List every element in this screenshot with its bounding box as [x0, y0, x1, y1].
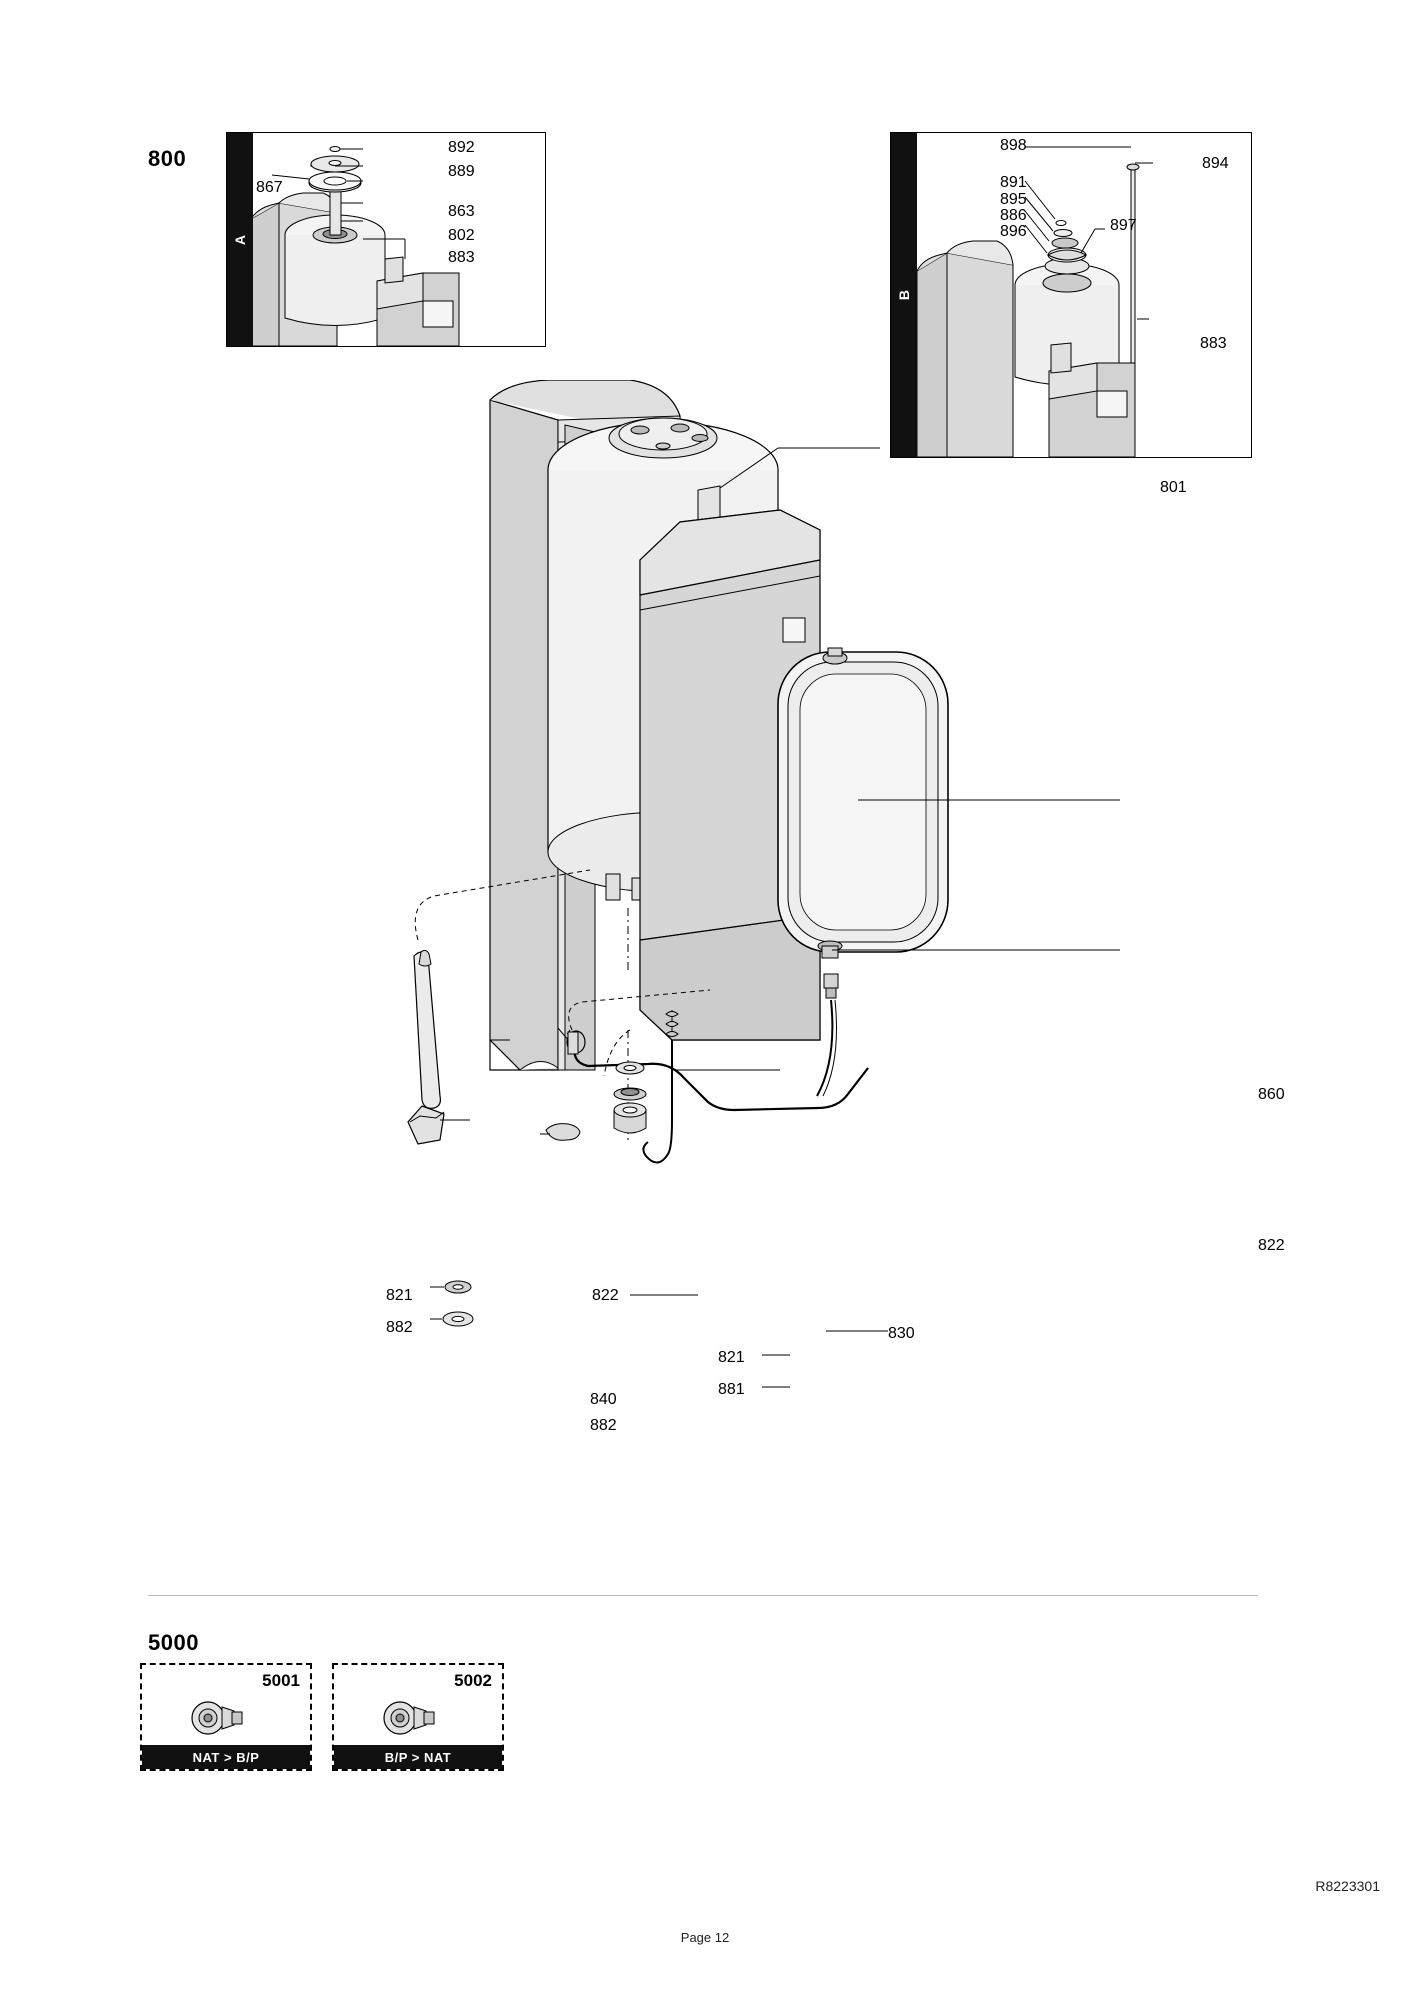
callout-891: 891 [1000, 174, 1027, 191]
gas-orifice-icon [180, 1693, 250, 1743]
inset-a-artwork [227, 133, 545, 346]
inset-a-tab [227, 133, 253, 346]
callout-882-bottom: 882 [590, 1417, 617, 1434]
callout-889: 889 [448, 163, 475, 180]
callout-840: 840 [590, 1391, 617, 1408]
callout-882-left: 882 [386, 1319, 413, 1336]
callout-883-a: 883 [448, 249, 475, 266]
detail-inset-a [226, 132, 546, 347]
inset-b-tab-label: B [896, 289, 912, 301]
callout-863: 863 [448, 203, 475, 220]
document-code: R8223301 [1315, 1878, 1380, 1894]
section-divider [148, 1595, 1258, 1596]
callout-822-mid: 822 [592, 1287, 619, 1304]
washer-parts-left [430, 1275, 510, 1345]
gas-orifice-icon-2 [372, 1693, 442, 1743]
callout-860: 860 [1258, 1086, 1285, 1103]
kit-box-5001 [140, 1663, 312, 1771]
callout-894: 894 [1202, 155, 1229, 172]
kit-5002-caption: B/P > NAT [334, 1745, 502, 1769]
section-number-800: 800 [148, 146, 187, 171]
callout-886: 886 [1000, 207, 1027, 224]
callout-897: 897 [1110, 217, 1137, 234]
callout-883-b: 883 [1200, 335, 1227, 352]
callout-892: 892 [448, 139, 475, 156]
callout-822-right: 822 [1258, 1237, 1285, 1254]
kit-5001-caption: NAT > B/P [142, 1745, 310, 1769]
callout-895: 895 [1000, 191, 1027, 208]
kit-box-5002 [332, 1663, 504, 1771]
inset-a-tab-label: A [232, 234, 248, 245]
kit-5002-number: 5002 [454, 1671, 492, 1690]
callout-821-bottom: 821 [718, 1349, 745, 1366]
callout-802: 802 [448, 227, 475, 244]
callout-881: 881 [718, 1381, 745, 1398]
leader-lines-bottom [630, 1275, 970, 1445]
kit-5001-number: 5001 [262, 1671, 300, 1690]
callout-896: 896 [1000, 223, 1027, 240]
callout-830: 830 [888, 1325, 915, 1342]
callout-867: 867 [256, 179, 283, 196]
callout-898: 898 [1000, 137, 1027, 154]
page-number: Page 12 [680, 1930, 730, 1945]
callout-801: 801 [1160, 479, 1187, 496]
section-number-5000: 5000 [148, 1630, 199, 1655]
callout-821-left: 821 [386, 1287, 413, 1304]
